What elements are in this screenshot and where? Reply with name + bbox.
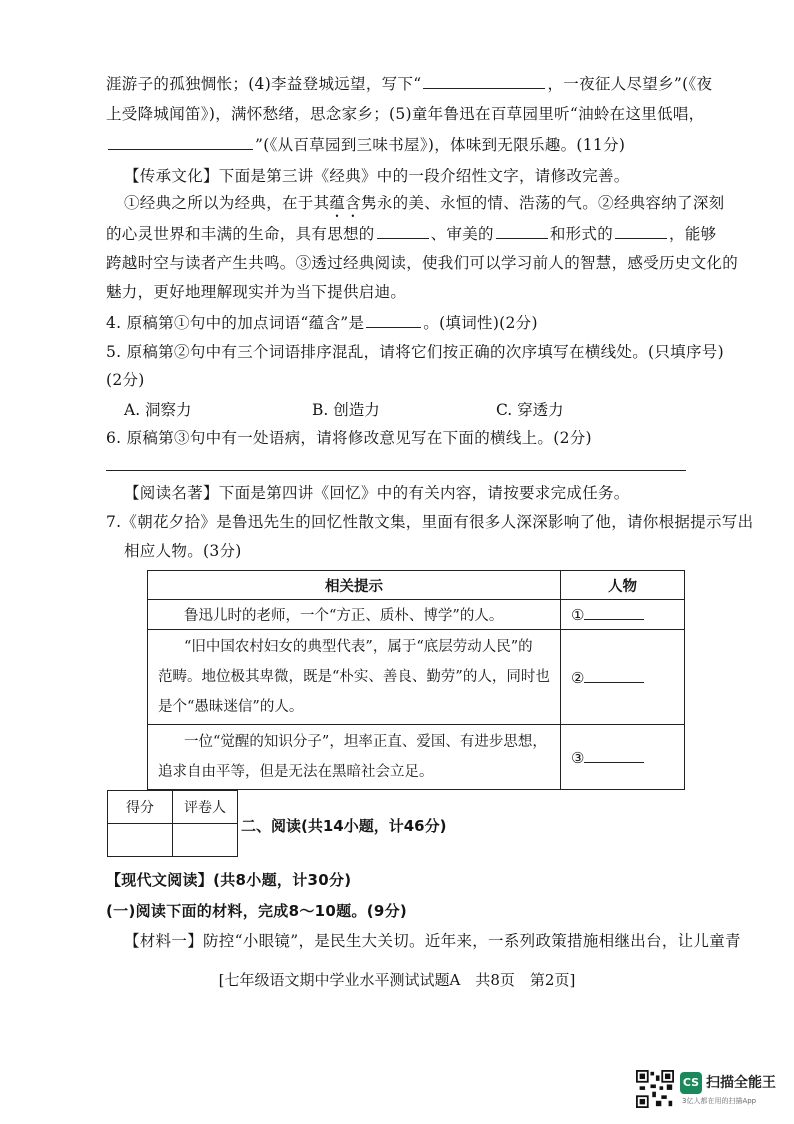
answer-cell-3[interactable]: ③ <box>561 725 685 790</box>
question-5: 5. 原稿第②句中有三个词语排序混乱，请将它们按正确的次序填写在横线处。(只填序号) <box>106 343 724 361</box>
camscanner-slogan: 3亿人都在用的扫描App <box>682 1097 757 1105</box>
col-header-hint: 相关提示 <box>148 571 561 600</box>
passage-line-2: 的心灵世界和丰满的生命，具有思想的 、审美的 和形式的 ，能够 <box>106 225 717 243</box>
section-2-title: 二、阅读(共14小题，计46分) <box>241 817 447 835</box>
section-reading-heading: 【阅读名著】下面是第四讲《回忆》中的有关内容，请按要求完成任务。 <box>124 484 630 502</box>
page-footer: [七年级语文期中学业水平测试试题A 共8页 第2页] <box>218 971 576 989</box>
question-6: 6. 原稿第③句中有一处语病，请将修改意见写在下面的横线上。(2分) <box>106 429 592 447</box>
score-cell[interactable] <box>108 824 173 857</box>
passage-line-1: ①经典之所以为经典，在于其蕴含隽永的美、永恒的情、浩荡的气。②经典容纳了深刻 <box>124 194 725 212</box>
answer-blank-q4[interactable] <box>366 312 421 328</box>
line-3: ”(《从百草园到三味书屋》)，体味到无限乐趣。(11分) <box>106 134 625 155</box>
qr-code-icon <box>636 1070 674 1108</box>
material-1: 【材料一】防控“小眼镜”，是民生大关切。近年来，一系列政策措施相继出台，让儿童青 <box>124 932 741 950</box>
section-heritage-heading: 【传承文化】下面是第三讲《经典》中的一段介绍性文字，请修改完善。 <box>124 167 630 185</box>
hint-row-3: 一位“觉醒的知识分子”，坦率正直、爱国、有进步思想， 追求自由平等，但是无法在黑暗社会立足。 <box>148 725 561 790</box>
hint-row-1: 鲁迅儿时的老师，一个“方正、质朴、博学”的人。 <box>148 600 561 630</box>
option-a: A. 洞察力 <box>124 401 192 419</box>
line-2: 上受降城闻笛》)，满怀愁绪，思念家乡；(5)童年鲁迅在百草园里听“油蛉在这里低唱， <box>106 105 705 123</box>
question-7: 7.《朝花夕拾》是鲁迅先生的回忆性散文集，里面有很多人深深影响了他，请你根据提示写出 <box>106 513 754 531</box>
score-box <box>107 790 238 857</box>
col-header-person: 人物 <box>561 571 685 600</box>
option-c: C. 穿透力 <box>496 401 564 419</box>
question-5-score: (2分) <box>106 371 145 389</box>
passage-line-3: 跨越时空与读者产生共鸣。③透过经典阅读，使我们可以学习前人的智慧，感受历史文化的 <box>106 254 739 272</box>
question-4: 4. 原稿第①句中的加点词语“蕴含”是 。(填词性)(2分) <box>106 314 538 332</box>
score-label: 得分 <box>108 791 173 824</box>
dotted-word: 蕴含 <box>329 194 362 212</box>
question-7-cont: 相应人物。(3分) <box>124 542 242 560</box>
modern-reading-heading: 【现代文阅读】(共8小题，计30分) <box>106 871 352 889</box>
answer-line-q6[interactable] <box>106 470 686 471</box>
blank-5 <box>108 134 253 150</box>
blank-4 <box>423 73 545 89</box>
grader-cell[interactable] <box>173 824 238 857</box>
answer-cell-2[interactable]: ② <box>561 630 685 725</box>
passage-line-4: 魅力，更好地理解现实并为当下提供启迪。 <box>106 283 407 301</box>
line-1: 涯游子的孤独惆怅；(4)李益登城远望，写下“ ，一夜征人尽望乡”(《夜 <box>106 75 713 93</box>
camscanner-logo: CS <box>680 1072 702 1094</box>
grader-label: 评卷人 <box>173 791 238 824</box>
camscanner-name: 扫描全能王 <box>706 1075 776 1091</box>
option-b: B. 创造力 <box>312 401 380 419</box>
part-1-heading: (一)阅读下面的材料，完成8～10题。(9分) <box>106 902 408 920</box>
hint-row-2: “旧中国农村妇女的典型代表”，属于“底层劳动人民”的 范畴。地位极其卑微，既是“朴实、善良、勤劳”的人，同时也 是个“愚昧迷信”的人。 <box>148 630 561 725</box>
answer-cell-1[interactable]: ① <box>561 600 685 630</box>
hints-table <box>147 570 685 790</box>
